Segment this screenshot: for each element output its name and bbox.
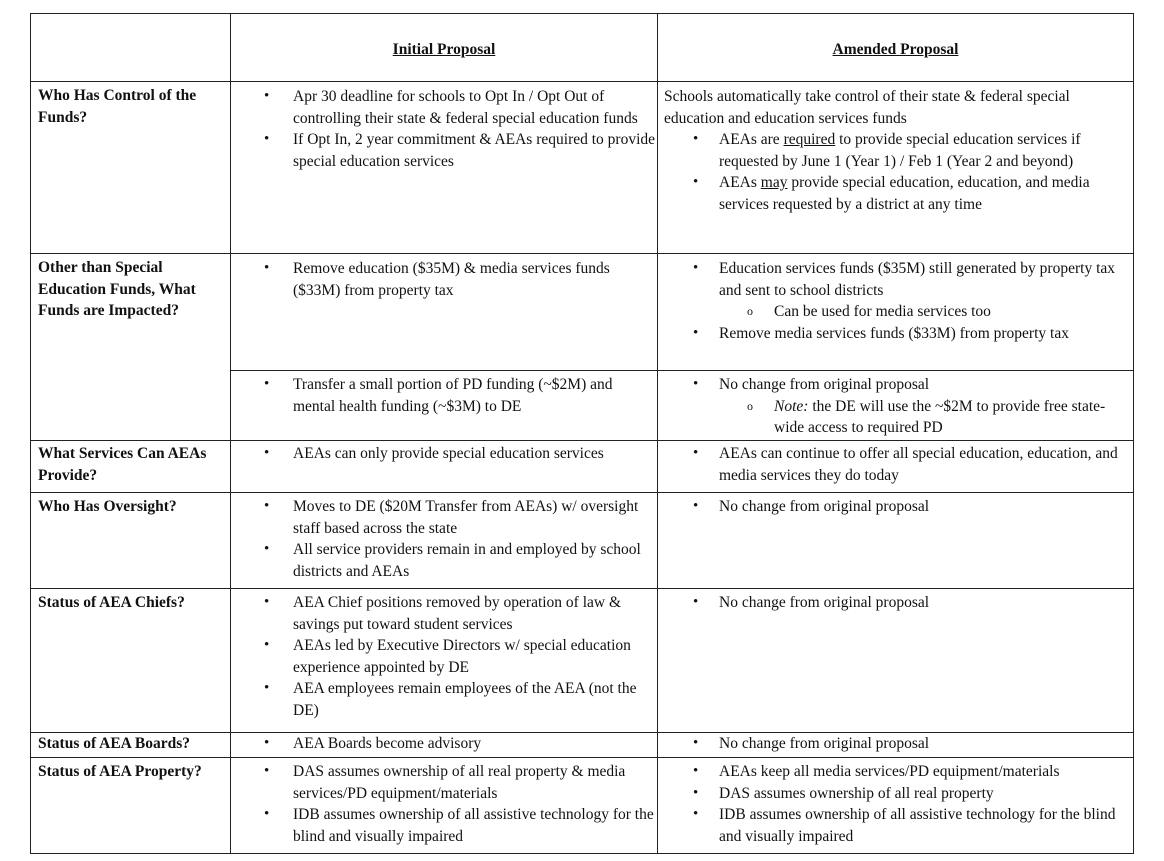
table-row-other-funds-a xyxy=(31,254,1134,371)
amended-cell-boards xyxy=(658,733,1134,758)
initial-cell-control xyxy=(231,82,658,254)
list-item: • No change from original proposal xyxy=(658,592,1133,614)
initial-proposal-header: Initial Proposal xyxy=(231,14,658,82)
amended-intro-text: Schools automatically take control of their state & federal special education and education services funds xyxy=(664,88,1070,127)
table-row-chiefs xyxy=(31,589,1134,733)
row-question-other-funds: Other than Special Education Funds, What Funds are Impacted? xyxy=(31,254,231,441)
list-item: • AEAs may provide special education, education, and media services requested by a district at any time xyxy=(658,172,1133,215)
row-question-boards: Status of AEA Boards? xyxy=(31,733,231,758)
list-item: • DAS assumes ownership of all real property & media services/PD equipment/materials xyxy=(231,761,657,804)
row-question-control: Who Has Control of the Funds? xyxy=(31,82,231,254)
initial-cell-oversight xyxy=(231,493,658,589)
list-item: • Remove media services funds ($33M) from property tax xyxy=(658,323,1133,345)
list-item: • No change from original proposal xyxy=(658,374,1133,396)
amended-cell-chiefs xyxy=(658,589,1134,733)
initial-cell-boards xyxy=(231,733,658,758)
list-item: • Apr 30 deadline for schools to Opt In / Opt Out of controlling their state & federal special education funds xyxy=(231,86,657,129)
amended-cell-services xyxy=(658,441,1134,493)
note-label: Note: xyxy=(774,397,809,415)
sub-list-item: o Can be used for media services too xyxy=(658,301,1133,323)
list-item: • AEAs can only provide special education services xyxy=(231,443,657,465)
sub-list-item: o Note: the DE will use the ~$2M to provide free state-wide access to required PD xyxy=(658,396,1133,439)
list-item: • AEA Boards become advisory xyxy=(231,733,657,755)
row-question-property: Status of AEA Property? xyxy=(31,758,231,854)
amended-cell-property xyxy=(658,758,1134,854)
list-item: • Moves to DE ($20M Transfer from AEAs) w/ oversight staff based across the state xyxy=(231,496,657,539)
list-item: • IDB assumes ownership of all assistive technology for the blind and visually impaired xyxy=(231,804,657,847)
required-emphasis: required xyxy=(783,131,836,148)
initial-cell-chiefs xyxy=(231,589,658,733)
list-item: • Transfer a small portion of PD funding (~$2M) and mental health funding (~$3M) to DE xyxy=(231,374,657,417)
amended-cell-oversight xyxy=(658,493,1134,589)
table-row-property xyxy=(31,758,1134,854)
header-row xyxy=(31,14,1134,82)
list-item: • Remove education ($35M) & media services funds ($33M) from property tax xyxy=(231,258,657,301)
may-emphasis: may xyxy=(760,174,788,191)
list-item: • AEAs keep all media services/PD equipment/materials xyxy=(658,761,1133,783)
row-question-chiefs: Status of AEA Chiefs? xyxy=(31,589,231,733)
list-item: • DAS assumes ownership of all real property xyxy=(658,783,1133,805)
table-row-boards xyxy=(31,733,1134,758)
list-item: • AEAs led by Executive Directors w/ special education experience appointed by DE xyxy=(231,635,657,678)
list-item: • Education services funds ($35M) still generated by property tax and sent to school districts xyxy=(658,258,1133,301)
list-item: • AEA employees remain employees of the AEA (not the DE) xyxy=(231,678,657,721)
list-item: • If Opt In, 2 year commitment & AEAs required to provide special education services xyxy=(231,129,657,172)
row-question-services: What Services Can AEAs Provide? xyxy=(31,441,231,493)
header-blank-cell xyxy=(31,14,231,82)
comparison-table xyxy=(30,13,1134,854)
row-question-oversight: Who Has Oversight? xyxy=(31,493,231,589)
amended-cell-control xyxy=(658,82,1134,254)
table-row-services xyxy=(31,441,1134,493)
list-item: • No change from original proposal xyxy=(658,733,1133,755)
initial-cell-other-funds-b xyxy=(231,371,658,441)
list-item: • No change from original proposal xyxy=(658,496,1133,518)
amended-cell-other-funds-a xyxy=(658,254,1134,371)
table-row-control xyxy=(31,82,1134,254)
initial-cell-other-funds-a xyxy=(231,254,658,371)
amended-cell-other-funds-b xyxy=(658,371,1134,441)
initial-cell-services xyxy=(231,441,658,493)
list-item: • IDB assumes ownership of all assistive technology for the blind and visually impaired xyxy=(658,804,1133,847)
amended-proposal-header: Amended Proposal xyxy=(658,14,1134,82)
initial-cell-property xyxy=(231,758,658,854)
list-item: • AEA Chief positions removed by operation of law & savings put toward student services xyxy=(231,592,657,635)
table-row-oversight xyxy=(31,493,1134,589)
list-item: • AEAs are required to provide special education services if requested by June 1 (Year 1) / Feb 1 (Year 2 and beyond) xyxy=(658,129,1133,172)
list-item: • AEAs can continue to offer all special education, education, and media services they do today xyxy=(658,443,1133,486)
list-item: • All service providers remain in and employed by school districts and AEAs xyxy=(231,539,657,582)
